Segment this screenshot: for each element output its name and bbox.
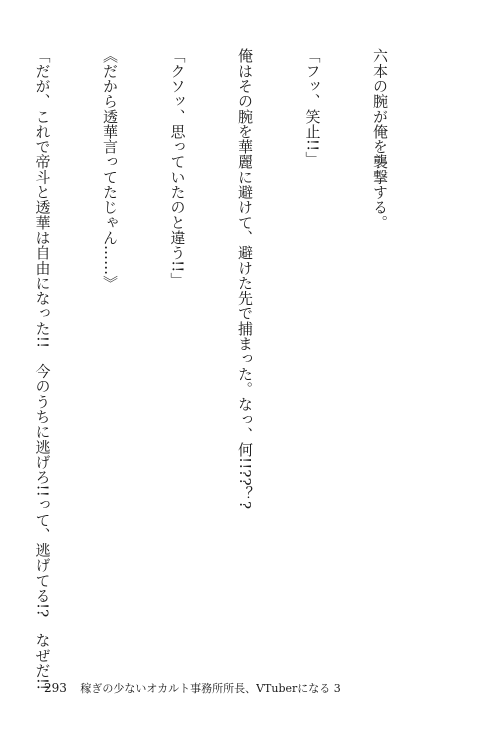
- text-line: 「フッ、笑止!!」: [303, 48, 322, 167]
- page-number: 293: [44, 681, 67, 695]
- text-line: 俺はその腕を華麗に避けて、避けた先で捕まった。なっ、何!!??？?: [236, 48, 254, 510]
- text-line: 六本の腕が俺を襲撃する。: [371, 48, 389, 230]
- text-line: 「だが、これで帝斗と透華は自由になった!! 今のうちに逃げろ!!って、逃げてる!? なぜだ!!: [33, 48, 52, 691]
- page-footer: [44, 680, 341, 696]
- text-line: 《だから透華言ってたじゃん……》: [101, 48, 119, 291]
- running-title: 稼ぎの少ないオカルト事務所所長、VTuberになる 3: [80, 682, 341, 695]
- text-line: 「クソッ、思っていたのと違う!!」: [168, 48, 187, 288]
